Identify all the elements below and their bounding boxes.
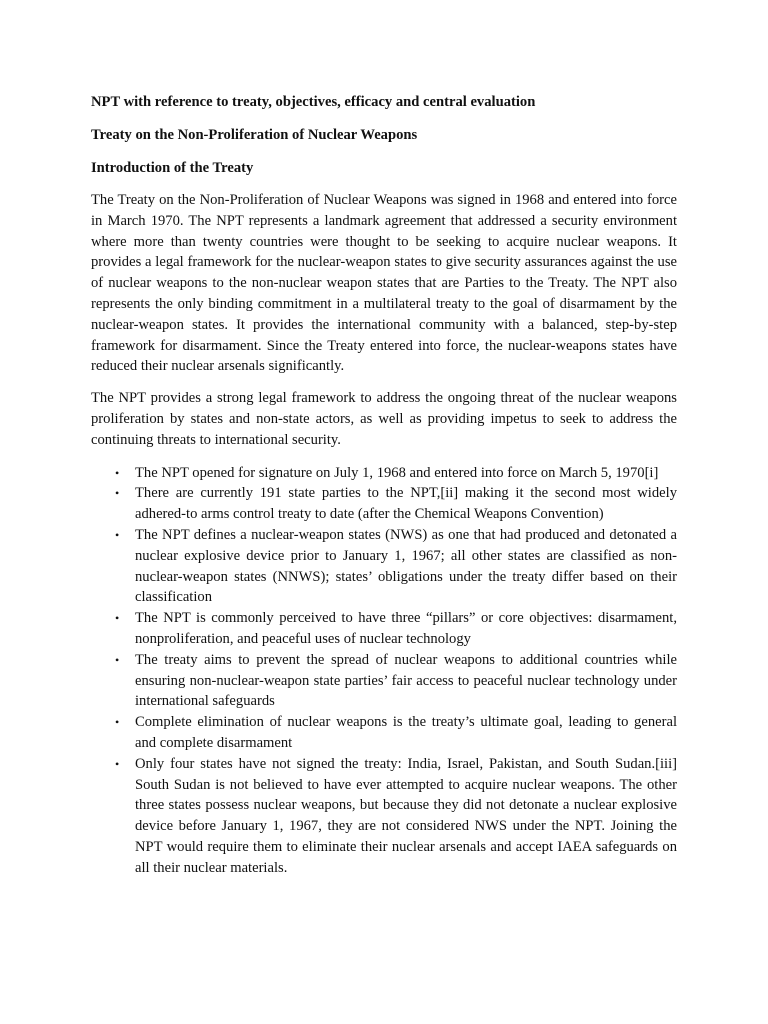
bullet-item — [91, 608, 677, 650]
bullet-text: There are currently 191 state parties to the NPT,[ii] making it the second most widely adhered-to arms control treaty to date (after the Chemical Weapons Convention) — [135, 485, 677, 523]
bullet-icon: • — [115, 465, 120, 480]
bullet-icon: • — [115, 715, 120, 730]
document-title: NPT with reference to treaty, objectives, efficacy and central evaluation — [91, 94, 536, 110]
bullet-icon: • — [115, 527, 120, 542]
document-body — [91, 92, 677, 879]
bullet-item — [91, 483, 677, 525]
bullet-icon: • — [115, 756, 120, 771]
bullet-item — [91, 525, 677, 608]
bullet-text: The NPT defines a nuclear-weapon states (NWS) as one that had produced and detonated a nuclear explosive device prior to January 1, 1967; all other states are classified as non-nuclear-weapon states (NNWS); states’ obligations under the treaty differ based on their classification — [135, 526, 677, 606]
bullet-item — [91, 650, 677, 712]
bullet-list — [91, 463, 677, 879]
bullet-text: The NPT is commonly perceived to have three “pillars” or core objectives: disarmament, nonproliferation, and peaceful uses of nuclear technology — [135, 610, 677, 647]
bullet-item — [91, 712, 677, 754]
bullet-text: The treaty aims to prevent the spread of nuclear weapons to additional countries while ensuring non-nuclear-weapon state parties’ fair access to peaceful nuclear technology under international safeguards — [135, 651, 677, 710]
bullet-item — [91, 463, 677, 484]
bullet-icon: • — [115, 652, 120, 667]
bullet-icon: • — [115, 611, 120, 626]
paragraph: The NPT provides a strong legal framework to address the ongoing threat of the nuclear weapons proliferation by states and non-state actors, as well as providing impetus to seek to address the continuing threats to international security. — [91, 390, 677, 448]
section-heading: Introduction of the Treaty — [91, 160, 254, 176]
document-subtitle: Treaty on the Non-Proliferation of Nuclear Weapons — [91, 127, 418, 143]
bullet-icon: • — [115, 486, 120, 501]
bullet-text: Only four states have not signed the treaty: India, Israel, Pakistan, and South Sudan.[iii] South Sudan is not believed to have ever attempted to acquire nuclear weapons. The other three states possess nuclear weapons, but because they did not detonate a nuclear explosive device before January 1, 1967, they are not considered NWS under the NPT. Joining the NPT would require them to eliminate their nuclear arsenals and accept IAEA safeguards on all their nuclear materials. — [135, 755, 677, 876]
bullet-text: Complete elimination of nuclear weapons is the treaty’s ultimate goal, leading to general and complete disarmament — [135, 714, 677, 751]
bullet-text: The NPT opened for signature on July 1, 1968 and entered into force on March 5, 1970[i] — [135, 464, 659, 481]
bullet-item — [91, 754, 677, 879]
paragraph: The Treaty on the Non-Proliferation of Nuclear Weapons was signed in 1968 and entered into force in March 1970. The NPT represents a landmark agreement that addressed a security environment where more than twenty countries were thought to be seeking to acquire nuclear weapons. It provides a legal framework for the nuclear-weapon states to give security assurances against the use of nuclear weapons to the non-nuclear weapon states that are Parties to the Treaty. The NPT also represents the only binding commitment in a multilateral treaty to the goal of disarmament by the nuclear-weapon states. It provides the international community with a balanced, step-by-step framework for disarmament. Since the Treaty entered into force, the nuclear-weapons states have reduced their nuclear arsenals significantly. — [91, 192, 677, 375]
